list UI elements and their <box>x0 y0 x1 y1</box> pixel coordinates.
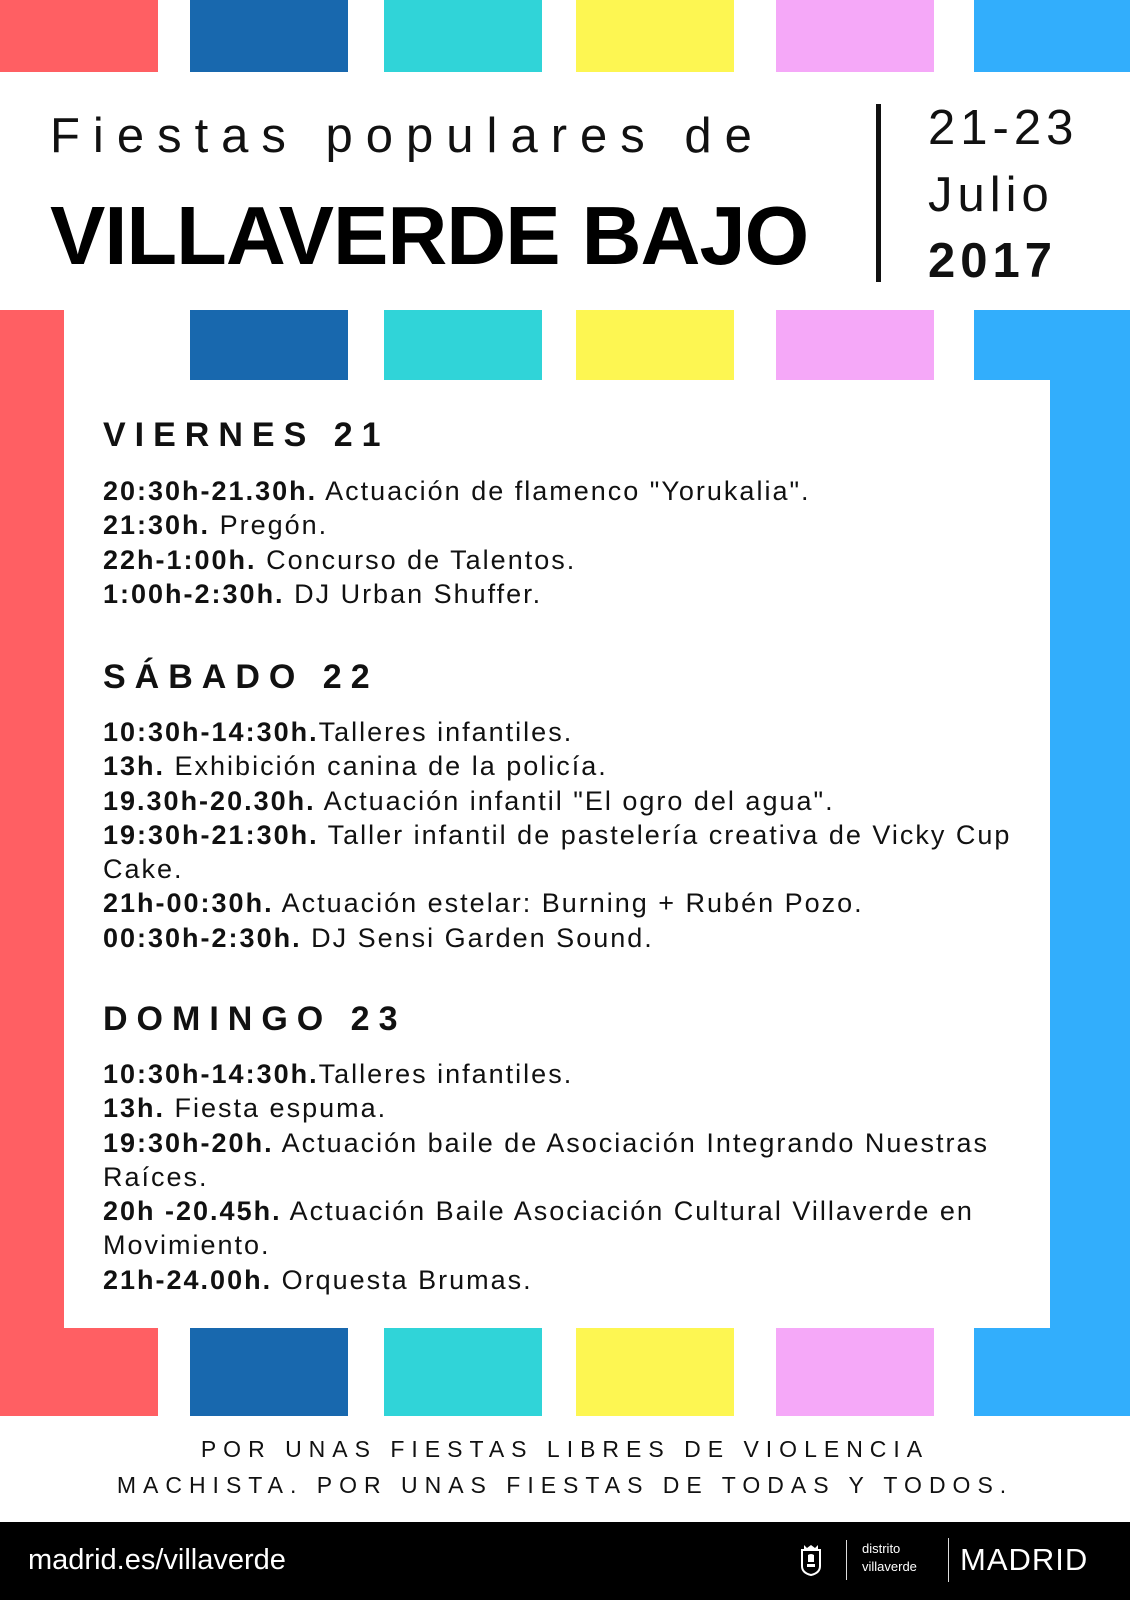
event-item <box>103 886 1023 920</box>
top-pink-block <box>776 0 934 72</box>
event-text: Talleres infantiles. <box>318 717 574 747</box>
top-teal-block <box>384 0 542 72</box>
district-label: distrito <box>862 1541 901 1556</box>
footer-separator <box>846 1540 847 1580</box>
day-heading-sabado: SÁBADO 22 <box>103 658 379 696</box>
event-text: Actuación baile de Asociación Integrando Nuestras Raíces. <box>103 1127 989 1192</box>
mid-navy-block <box>190 310 348 380</box>
event-text: DJ Sensi Garden Sound. <box>301 922 654 953</box>
event-time: 00:30h-2:30h. <box>103 922 302 953</box>
madrid-crest-icon <box>800 1544 822 1576</box>
top-yellow-block <box>576 0 734 72</box>
poster-title: VILLAVERDE BAJO <box>50 189 809 282</box>
event-time: 22h-1:00h. <box>103 544 257 575</box>
event-time: 1:00h-2:30h. <box>103 578 285 609</box>
event-item <box>103 508 1023 542</box>
madrid-logo-text: MADRID <box>960 1542 1089 1577</box>
event-time: 20h -20.45h. <box>103 1196 282 1227</box>
top-red-block <box>0 0 158 72</box>
footer-separator <box>948 1538 949 1582</box>
mid-yellow-block <box>576 310 734 380</box>
event-item <box>103 1194 1023 1263</box>
date-month: Julio <box>928 168 1054 222</box>
event-time: 21h-00:30h. <box>103 888 274 919</box>
event-text: Orquesta Brumas. <box>272 1264 533 1295</box>
event-item <box>103 543 1023 577</box>
event-time: 13h. <box>103 1093 166 1124</box>
event-item <box>103 1263 1023 1297</box>
date-range: 21-23 <box>928 101 1079 155</box>
event-time: 19.30h-20.30h. <box>103 785 316 816</box>
bottom-red-block <box>0 1328 158 1416</box>
event-item <box>103 1091 1023 1125</box>
events-domingo <box>103 1057 1023 1297</box>
mid-pink-block <box>776 310 934 380</box>
event-text: Actuación estelar: Burning + Rubén Pozo. <box>273 888 864 919</box>
mid-teal-block <box>384 310 542 380</box>
bottom-pink-block <box>776 1328 934 1416</box>
mid-blue-block <box>974 310 1130 380</box>
event-text: Actuación de flamenco "Yorukalia". <box>317 476 811 506</box>
event-text: Actuación infantil "El ogro del agua". <box>315 785 835 816</box>
right-blue-bar <box>1050 380 1130 1416</box>
event-time: 10:30h-14:30h. <box>103 1059 319 1089</box>
top-navy-block <box>190 0 348 72</box>
date-year: 2017 <box>928 234 1058 288</box>
left-red-bar <box>0 310 64 1416</box>
event-time: 10:30h-14:30h. <box>103 717 319 747</box>
event-item <box>103 749 1023 783</box>
slogan-line-1: POR UNAS FIESTAS LIBRES DE VIOLENCIA <box>200 1436 930 1462</box>
day-heading-viernes: VIERNES 21 <box>103 416 390 454</box>
events-sabado <box>103 715 1023 955</box>
district-logo-text <box>862 1540 917 1576</box>
event-item <box>103 1126 1023 1195</box>
event-item <box>103 474 1023 508</box>
event-time: 19:30h-21:30h. <box>103 819 319 850</box>
events-viernes <box>103 474 1023 611</box>
bottom-teal-block <box>384 1328 542 1416</box>
bottom-blue-block <box>974 1328 1130 1416</box>
footer-bar <box>0 1522 1130 1600</box>
event-time: 13h. <box>103 751 166 782</box>
event-text: Taller infantil de pastelería creativa de Vicky Cup Cake. <box>103 819 1012 885</box>
event-time: 19:30h-20h. <box>103 1127 274 1158</box>
event-item <box>103 784 1023 818</box>
event-time: 20:30h-21.30h. <box>103 476 318 506</box>
event-time: 21:30h. <box>103 510 211 541</box>
event-time: 21h-24.00h. <box>103 1264 273 1295</box>
event-text: Pregón. <box>210 510 329 541</box>
event-item <box>103 715 1023 749</box>
bottom-yellow-block <box>576 1328 734 1416</box>
event-text: Fiesta espuma. <box>165 1093 388 1124</box>
event-text: Concurso de Talentos. <box>256 544 577 575</box>
district-name: villaverde <box>862 1559 917 1574</box>
header-divider <box>876 104 881 282</box>
event-text: Actuación Baile Asociación Cultural Villaverde en Movimiento. <box>103 1196 974 1261</box>
slogan-line-2: MACHISTA. POR UNAS FIESTAS DE TODAS Y TODOS. <box>116 1472 1014 1498</box>
event-item <box>103 921 1023 955</box>
event-item <box>103 577 1023 611</box>
day-heading-domingo: DOMINGO 23 <box>103 1000 407 1038</box>
event-text: DJ Urban Shuffer. <box>284 578 543 609</box>
event-item <box>103 1057 1023 1091</box>
top-blue-block <box>974 0 1130 72</box>
event-text: Exhibición canina de la policía. <box>165 751 608 782</box>
bottom-navy-block <box>190 1328 348 1416</box>
event-text: Talleres infantiles. <box>318 1059 574 1089</box>
footer-url-link[interactable]: madrid.es/villaverde <box>28 1544 286 1576</box>
event-item <box>103 818 1023 887</box>
poster-subtitle: Fiestas populares de <box>50 109 765 163</box>
